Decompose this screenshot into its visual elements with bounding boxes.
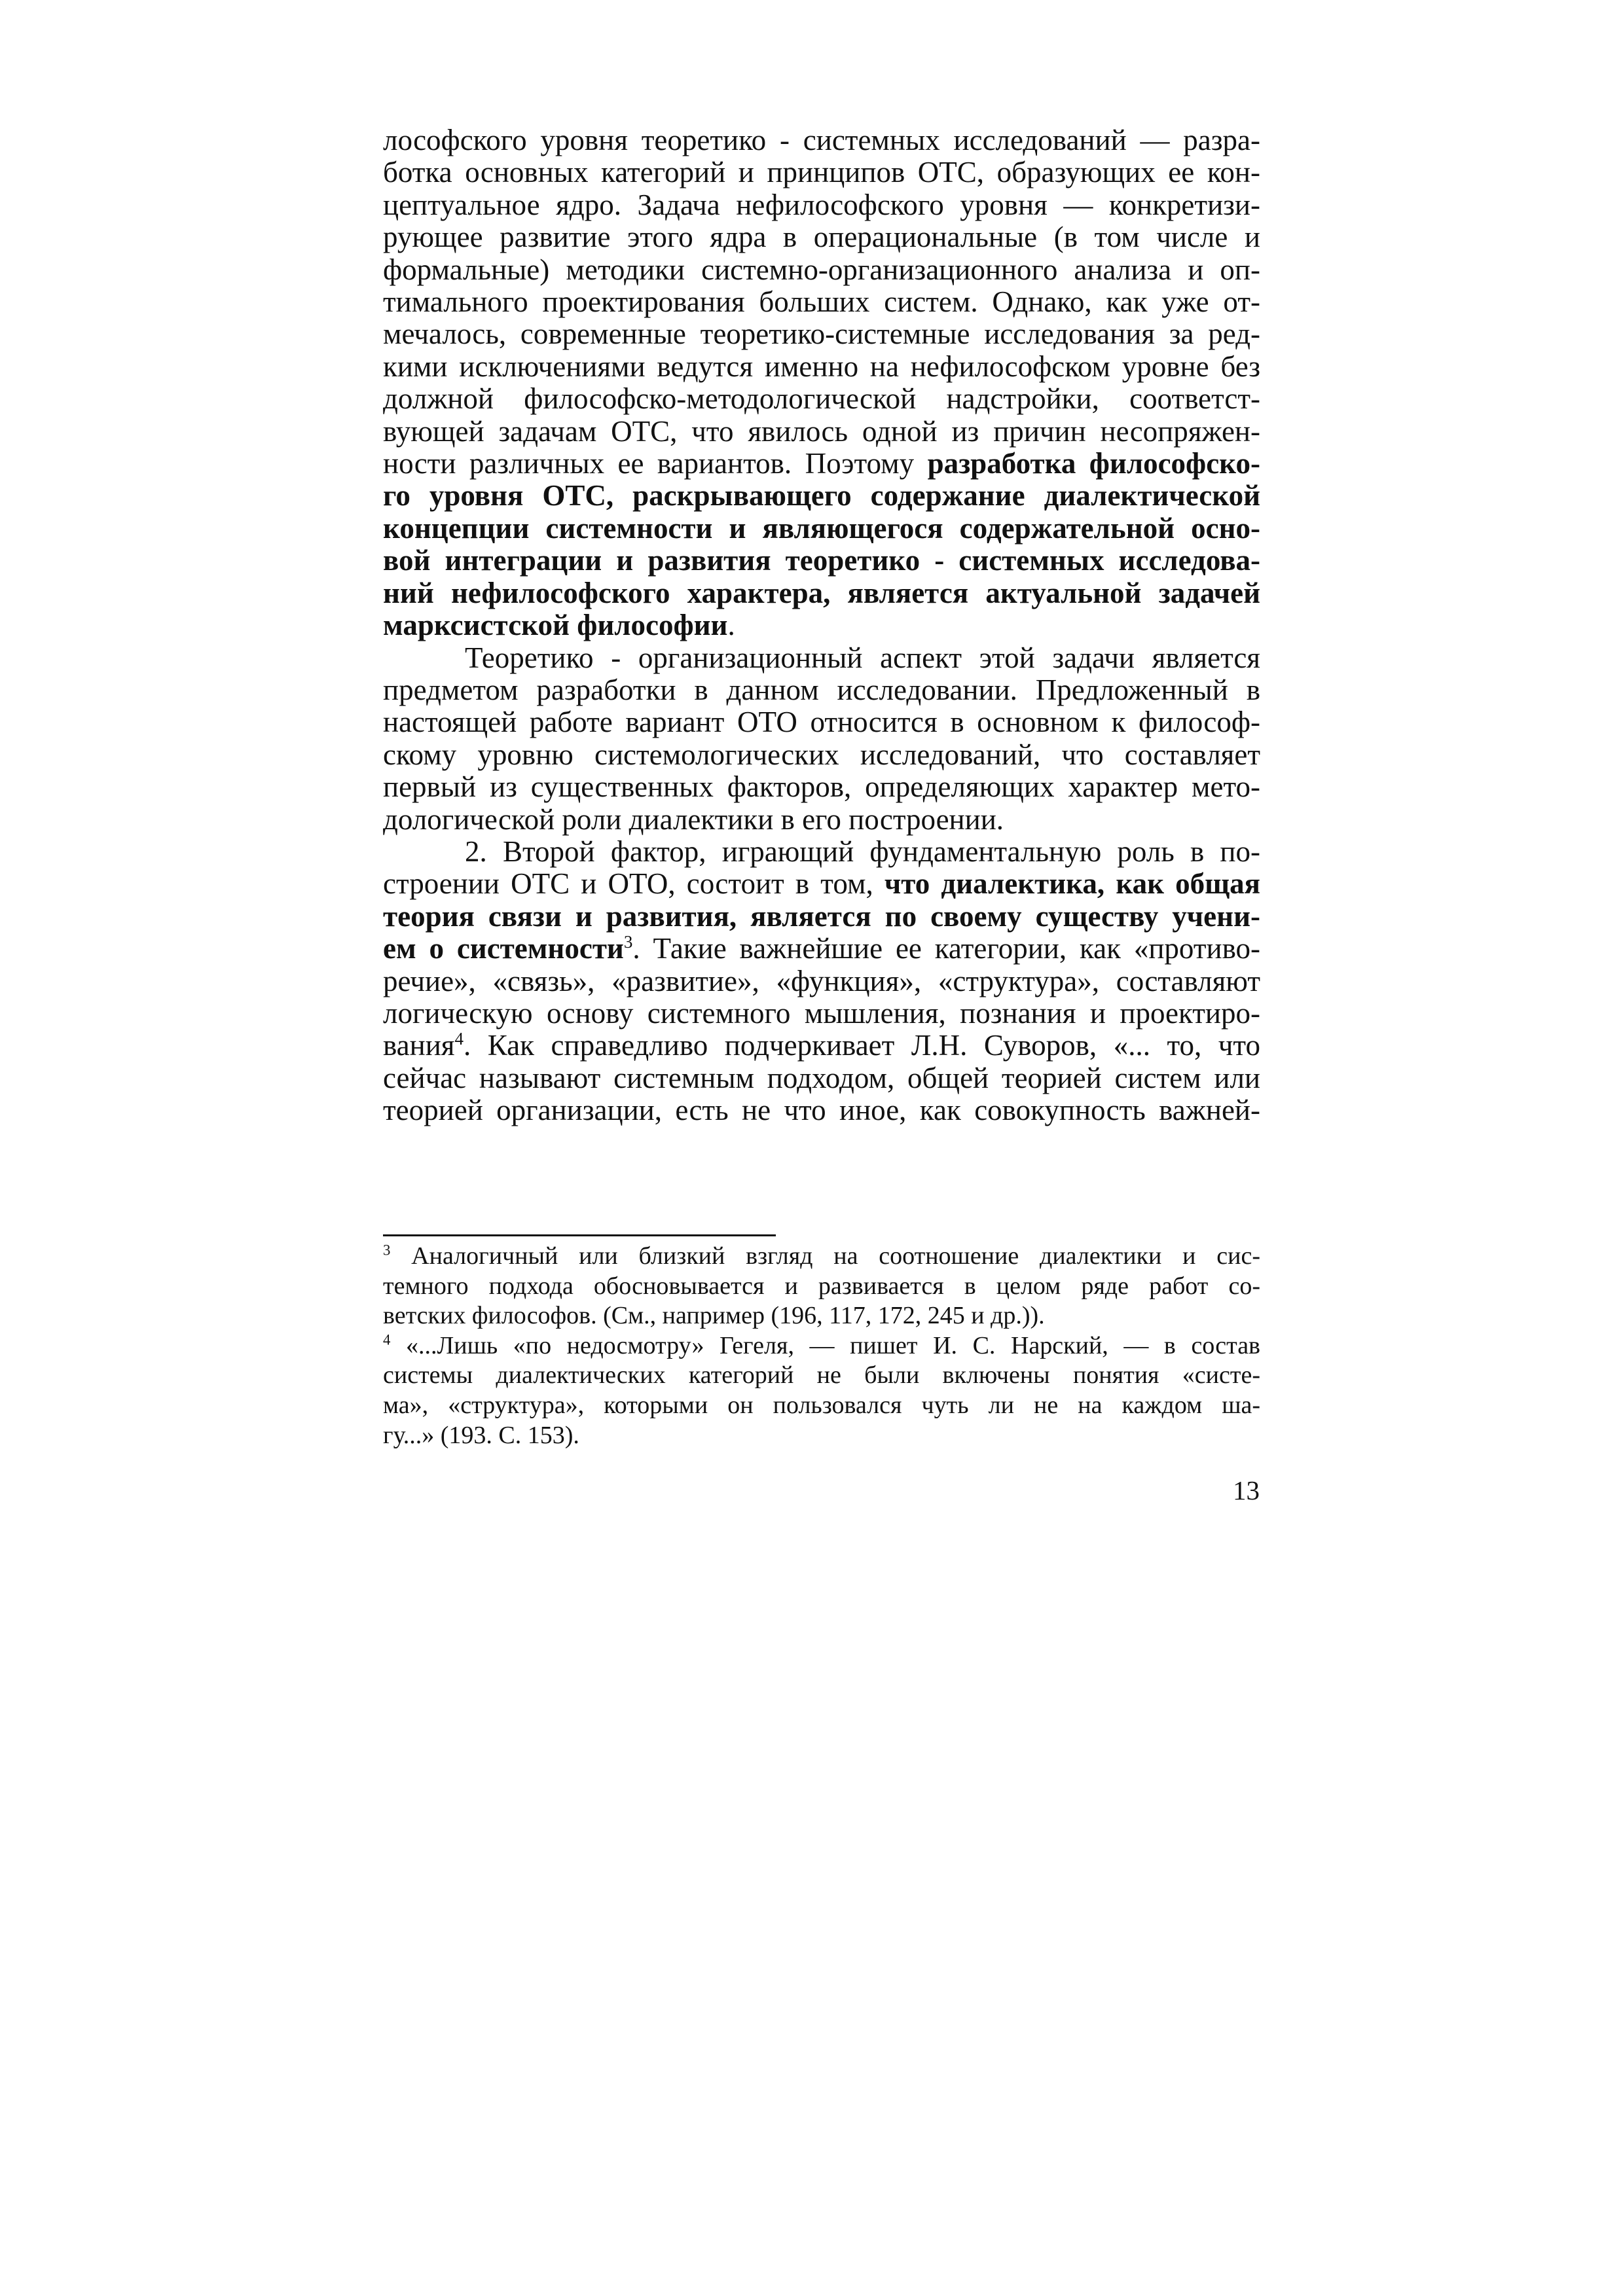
text-line: должной философско-методологической надстройки, соответст- xyxy=(383,382,1260,416)
text-run: . xyxy=(727,609,735,642)
emphasis-text: марксистской философии xyxy=(383,609,728,642)
text-line: первый из существенных факторов, определяющих характер мето- xyxy=(383,770,1260,804)
text-line xyxy=(383,1030,1260,1062)
footnote-number: 4 xyxy=(383,1331,391,1348)
emphasis-text: го уровня ОТС, раскрывающего содержание диалектической xyxy=(383,479,1260,512)
text-line: цептуальное ядро. Задача нефилософского уровня — конкретизи- xyxy=(383,188,1260,221)
emphasis-text: ний нефилософского характера, является актуальной задачей xyxy=(383,576,1260,609)
text-line: кими исключениями ведутся именно на нефилософском уровне без xyxy=(383,350,1260,383)
footnote-marker[interactable]: 4 xyxy=(454,1029,464,1049)
text-line: логическую основу системного мышления, познания и проектиро- xyxy=(383,996,1260,1030)
paragraph-first-line: 2. Второй фактор, играющий фундаментальную роль в по- xyxy=(465,834,1260,868)
footnote-line: темного подхода обосновывается и развивается в целом ряде работ со- xyxy=(383,1272,1260,1300)
emphasis-text: вой интеграции и развития теоретико - системных исследова- xyxy=(383,544,1260,577)
text-line: формальные) методики системно-организационного анализа и оп- xyxy=(383,253,1260,286)
footnote-line xyxy=(383,1242,1260,1272)
text-line xyxy=(383,868,1260,900)
emphasis-text: ем о системности xyxy=(383,932,624,965)
text-line: теорией организации, есть не что иное, как совокупность важней- xyxy=(383,1094,1260,1127)
text-run: вания xyxy=(383,1029,455,1062)
paragraph-first-line: Теоретико - организационный аспект этой задачи является xyxy=(465,641,1260,674)
emphasis-line xyxy=(383,480,1260,512)
text-line: лософского уровня теоретико - системных исследований — разра- xyxy=(383,124,1260,156)
text-run: Аналогичный или близкий взгляд на соотношение диалектики и сис- xyxy=(390,1242,1260,1270)
footnote-line xyxy=(383,1331,1260,1361)
footnote-line: ветских философов. (См., например (196, 117, 172, 245 и др.)). xyxy=(383,1302,1045,1330)
main-text xyxy=(383,124,1260,1127)
emphasis-text: теория связи и развития, является по своему существу учени- xyxy=(383,899,1260,933)
emphasis-line xyxy=(383,512,1260,545)
emphasis-line xyxy=(383,901,1260,933)
page-number: 13 xyxy=(1233,1475,1260,1505)
text-line: ботка основных категорий и принципов ОТС, образующих ее кон- xyxy=(383,156,1260,189)
footnotes xyxy=(383,1242,1260,1450)
emphasis-line xyxy=(383,545,1260,577)
text-line: речие», «связь», «развитие», «функция», «структура», составляют xyxy=(383,964,1260,997)
text-line: предметом разработки в данном исследовании. Предложенный в xyxy=(383,673,1260,706)
text-line: тимального проектирования больших систем. Однако, как уже от- xyxy=(383,285,1260,319)
text-run: «...Лишь «по недосмотру» Гегеля, — пишет И. С. Нарский, — в состав xyxy=(390,1331,1260,1359)
footnote-separator xyxy=(383,1234,776,1236)
footnote-line: ма», «структура», которыми он пользовался чуть ли не на каждом ша- xyxy=(383,1391,1260,1419)
emphasis-text: концепции системности и являющегося содержательной осно- xyxy=(383,511,1260,545)
text-line xyxy=(383,448,1260,480)
footnote-line: системы диалектических категорий не были включены понятия «систе- xyxy=(383,1361,1260,1390)
text-line: настоящей работе вариант ОТО относится в основном к философ- xyxy=(383,706,1260,739)
emphasis-line xyxy=(383,577,1260,609)
text-run: строении ОТС и ОТО, состоит в том, xyxy=(383,867,884,901)
text-line: сейчас называют системным подходом, общей теорией систем или xyxy=(383,1061,1260,1094)
text-line xyxy=(383,933,1260,965)
emphasis-text: разработка философско- xyxy=(927,447,1260,480)
emphasis-text: что диалектика, как общая xyxy=(884,867,1260,901)
text-line: вующей задачам ОТС, что явилось одной из причин несопряжен- xyxy=(383,414,1260,448)
text-line: мечалось, современные теоретико-системные исследования за ред- xyxy=(383,317,1260,351)
text-run: . Такие важнейшие ее категории, как «противо- xyxy=(632,932,1260,965)
text-line: дологической роли диалектики в его построении. xyxy=(383,802,1004,836)
footnote-marker[interactable]: 3 xyxy=(623,932,633,952)
text-line: скому уровню системологических исследований, что составляет xyxy=(383,738,1260,771)
text-run: ности различных ее вариантов. Поэтому xyxy=(383,447,928,480)
text-line: рующее развитие этого ядра в операциональные (в том числе и xyxy=(383,221,1260,254)
footnote-line: гу...» (193. С. 153). xyxy=(383,1421,579,1449)
footnote-number: 3 xyxy=(383,1242,391,1259)
emphasis-line xyxy=(383,609,1260,641)
text-run: . Как справедливо подчеркивает Л.Н. Суворов, «... то, что xyxy=(464,1029,1260,1062)
